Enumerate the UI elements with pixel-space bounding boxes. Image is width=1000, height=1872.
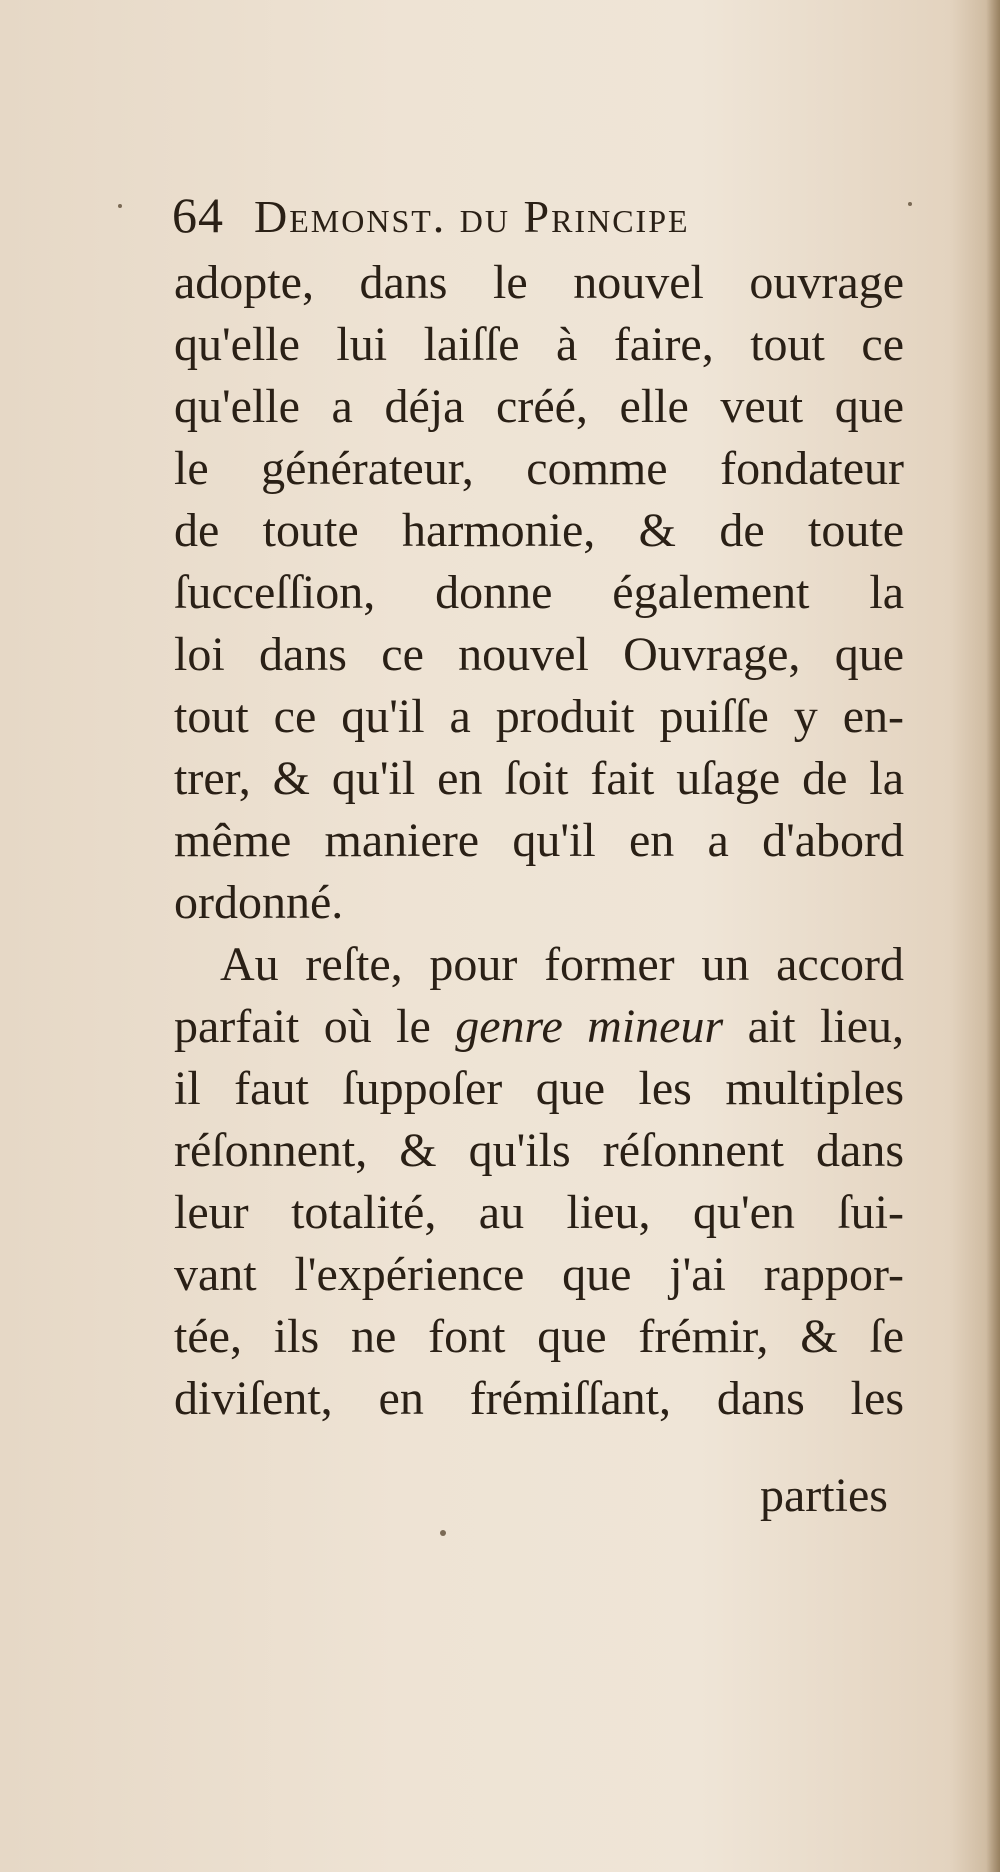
text-line: adopte, dans le nouvel ouvrage	[174, 256, 904, 309]
text-line: tée, ils ne font que frémir, & ſe	[174, 1310, 904, 1363]
text-line: diviſent, en frémiſſant, dans les	[174, 1372, 904, 1425]
text-line: de toute harmonie, & de toute	[174, 504, 904, 557]
ink-speck	[440, 1530, 446, 1536]
text-line: le générateur, comme fondateur	[174, 442, 904, 495]
page-number: 64	[172, 187, 224, 243]
text-line: tout ce qu'il a produit puiſſe y en-	[174, 690, 904, 743]
text-line: réſonnent, & qu'ils réſonnent dans	[174, 1124, 904, 1177]
text-line: même maniere qu'il en a d'abord	[174, 814, 904, 867]
ink-speck	[908, 202, 912, 206]
text-line: vant l'expérience que j'ai rappor-	[174, 1248, 904, 1301]
text-line: ordonné.	[174, 876, 344, 929]
text-line: leur totalité, au lieu, qu'en ſui-	[174, 1186, 904, 1239]
body-text	[174, 252, 904, 1430]
catchword: parties	[760, 1469, 888, 1522]
italic-term: genre mineur	[455, 1000, 724, 1053]
text-line: il faut ſuppoſer que les multiples	[174, 1062, 904, 1115]
text-line: loi dans ce nouvel Ouvrage, que	[174, 628, 904, 681]
text-line: ſucceſſion, donne également la	[174, 566, 904, 619]
text-line: qu'elle lui laiſſe à faire, tout ce	[174, 318, 904, 371]
gutter-shadow	[986, 0, 1000, 1872]
text-line: trer, & qu'il en ſoit fait uſage de la	[174, 752, 904, 805]
running-title: Demonst. du Principe	[254, 191, 690, 242]
text-line: qu'elle a déja créé, elle veut que	[174, 380, 904, 433]
text-line-with-italic	[174, 996, 904, 1058]
page-header	[172, 186, 892, 252]
text-line: Au reſte, pour former un accord	[220, 938, 904, 991]
text-fragment: parfait où le	[174, 1000, 431, 1053]
text-fragment: ait lieu,	[747, 1000, 905, 1053]
ink-speck	[118, 204, 122, 208]
